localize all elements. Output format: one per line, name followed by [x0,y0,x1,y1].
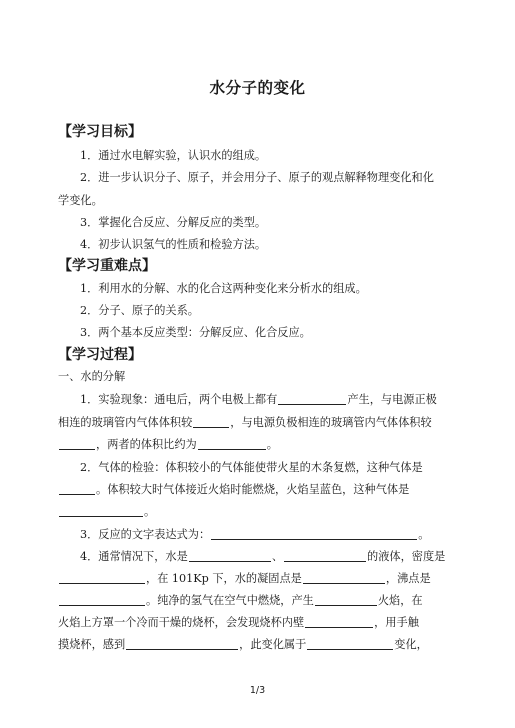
paragraph-line: 2．气体的检验：体积较小的气体能使带火星的木条复燃，这种气体是 [80,461,423,474]
goal-line: 3．掌握化合反应、分解反应的类型。 [80,216,267,229]
subsection-heading: 一、水的分解 [58,370,126,383]
answer-blank[interactable] [193,415,229,428]
answer-blank[interactable] [59,593,145,606]
paragraph-line: ，在 101Kp 下，水的凝固点是 ，沸点是 [58,570,431,586]
answer-blank[interactable] [59,504,143,517]
paragraph-line: ，两者的体积比约为 。 [58,436,278,452]
section-heading-process: 【学习过程】 [58,347,142,363]
section-heading-goals: 【学习目标】 [58,124,142,140]
paragraph-line: 。体积较大时气体接近火焰时能燃烧，火焰呈蓝色，这种气体是 [58,481,409,497]
answer-blank[interactable] [307,637,393,650]
answer-blank[interactable] [305,615,373,628]
paragraph-line: 。纯净的氢气在空气中燃烧，产生 火焰，在 [58,592,423,608]
paragraph-line: 摸烧杯，感到 ，此变化属于 变化， [58,638,428,651]
paragraph-line: 火焰上方罩一个冷而干燥的烧杯，会发现烧杯内壁 ，用手触 [58,616,419,629]
goal-line: 学变化。 [58,194,103,207]
paragraph-line: 。 [58,503,155,519]
goal-line: 2．进一步认识分子、原子，并会用分子、原子的观点解释物理变化和化 [80,171,434,184]
section-heading-key-points: 【学习重难点】 [58,258,156,274]
answer-blank[interactable] [59,571,145,584]
answer-blank[interactable] [189,549,271,562]
answer-blank[interactable] [278,392,346,405]
answer-blank[interactable] [126,637,238,650]
paragraph-line: 3．反应的文字表达式为： 。 [80,528,430,541]
answer-blank[interactable] [284,549,366,562]
paragraph-line: 1．实验现象：通电后，两个电极上都有 产生，与电源正极 [80,393,437,406]
answer-blank[interactable] [59,482,95,495]
answer-blank[interactable] [303,571,385,584]
paragraph-line: 4．通常情况下，水是 、 的液体，密度是 [80,550,446,563]
page-title: 水分子的变化 [209,79,306,97]
paragraph-line: 相连的玻璃管内气体体积较 ，与电源负极相连的玻璃管内气体体积较 [58,416,432,429]
answer-blank[interactable] [59,437,95,450]
page-number: 1/3 [249,685,266,696]
goal-line: 1．通过水电解实验，认识水的组成。 [80,149,267,162]
answer-blank[interactable] [198,437,266,450]
key-point-line: 3．两个基本反应类型：分解反应、化合反应。 [80,326,311,339]
goal-line: 4．初步认识氢气的性质和检验方法。 [80,238,267,251]
key-point-line: 2．分子、原子的关系。 [80,304,199,317]
answer-blank[interactable] [211,527,417,540]
answer-blank[interactable] [315,593,377,606]
key-point-line: 1．利用水的分解、水的化合这两种变化来分析水的组成。 [80,282,367,295]
